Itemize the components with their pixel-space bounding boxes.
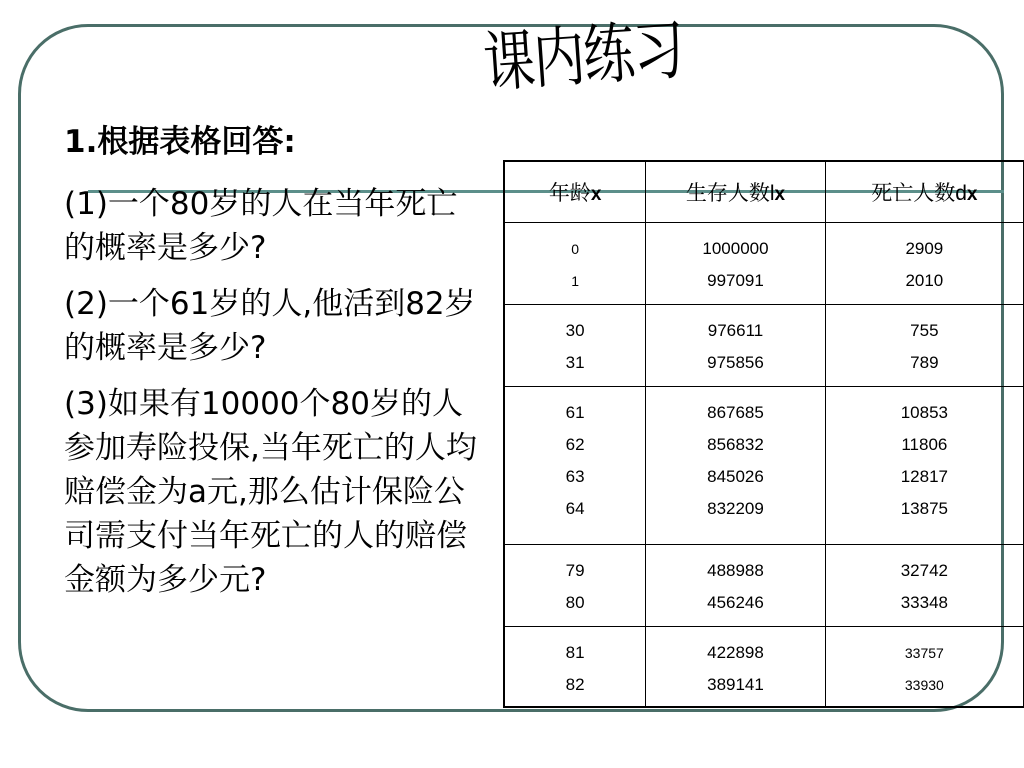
table-row: [504, 545, 1024, 627]
table-row: [504, 305, 1024, 387]
alive-cell: 422898 389141: [646, 627, 825, 708]
alive-cell: 867685 856832 845026 832209: [646, 387, 825, 545]
dead-cell: 2909 2010: [825, 223, 1024, 305]
dead-cell: 32742 33348: [825, 545, 1024, 627]
table-row: [504, 223, 1024, 305]
age-cell: 81 82: [504, 627, 646, 708]
header-dead: 死亡人数dx: [825, 161, 1024, 223]
alive-cell: 976611 975856: [646, 305, 825, 387]
header-alive: 生存人数lx: [646, 161, 825, 223]
alive-cell: 1000000 997091: [646, 223, 825, 305]
question-1: (1)一个80岁的人在当年死亡的概率是多少?: [64, 186, 458, 266]
dead-cell: 33757 33930: [825, 627, 1024, 708]
table-header-row: [504, 161, 1024, 223]
question-3: (3)如果有10000个80岁的人参加寿险投保,当年死亡的人均赔偿金为a元,那么估计保险公司需支付当年死亡的人的赔偿金额为多少元?: [64, 386, 477, 598]
age-cell: 30 31: [504, 305, 646, 387]
age-cell: 61 62 63 64: [504, 387, 646, 545]
age-cell: 0 1: [504, 223, 646, 305]
age-cell: 79 80: [504, 545, 646, 627]
alive-cell: 488988 456246: [646, 545, 825, 627]
table-row: [504, 627, 1024, 708]
dead-cell: 755 789: [825, 305, 1024, 387]
slide-title: 课内练习: [481, 11, 686, 102]
life-table: [503, 160, 1024, 708]
header-age: 年龄x: [504, 161, 646, 223]
question-2: (2)一个61岁的人,他活到82岁的概率是多少?: [64, 286, 476, 366]
dead-cell: 10853 11806 12817 13875: [825, 387, 1024, 545]
table-row: [504, 387, 1024, 545]
question-block: [64, 118, 484, 614]
question-heading: 1.根据表格回答:: [64, 124, 296, 160]
